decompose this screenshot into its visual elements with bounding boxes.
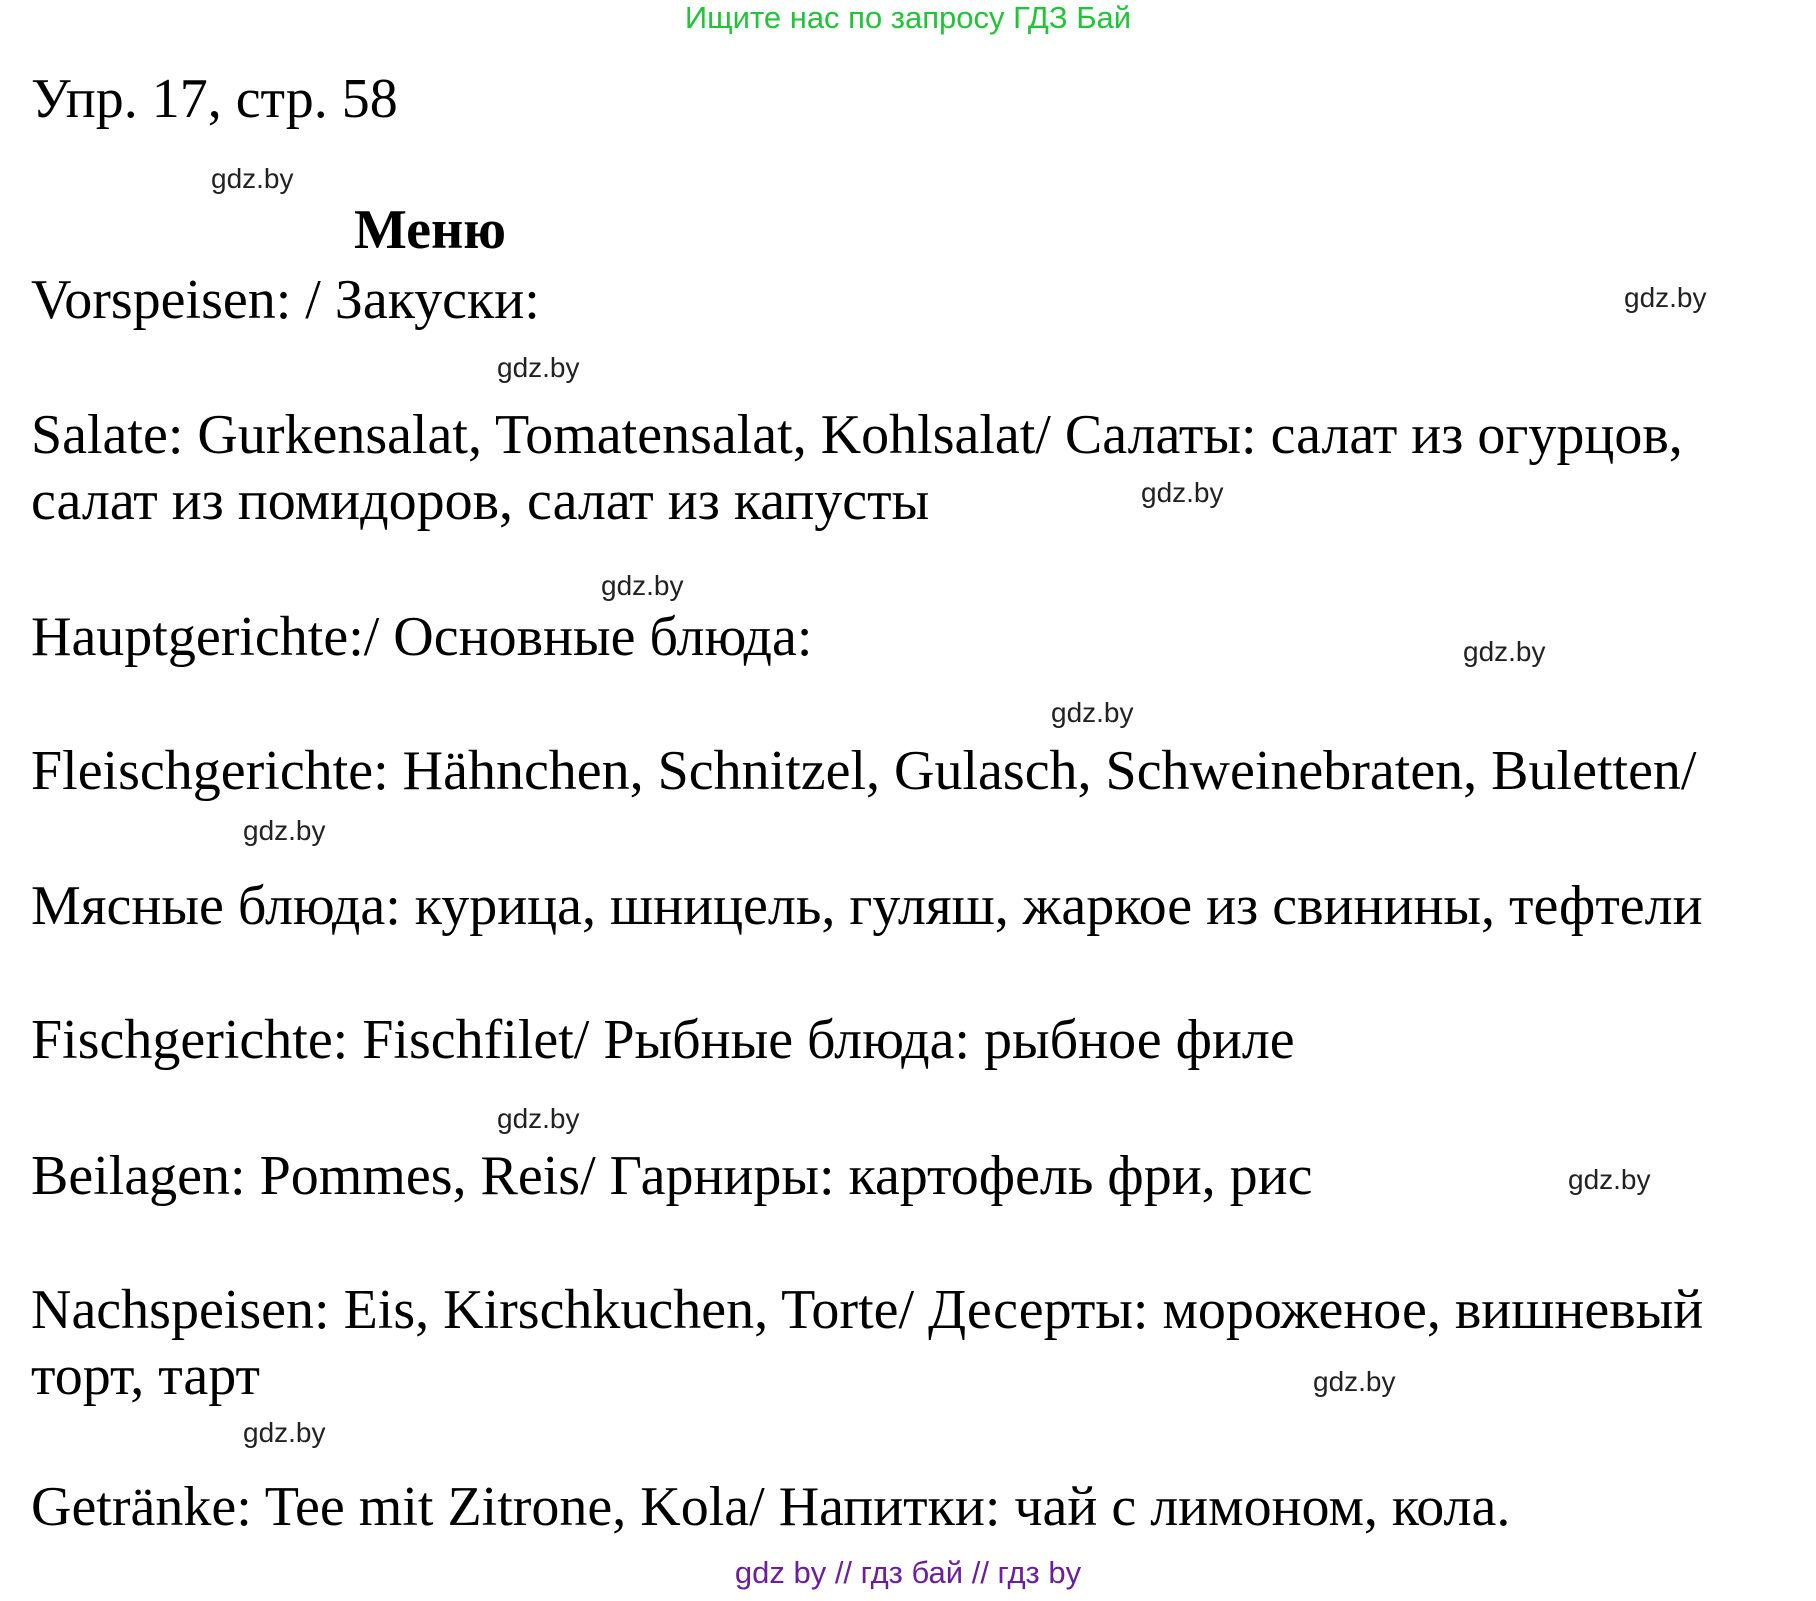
watermark: gdz.by (1051, 697, 1134, 728)
watermark: gdz.by (1313, 1366, 1396, 1397)
line-getraenke: Getränke: Tee mit Zitrone, Kola/ Напитки: чай с лимоном, кола. (31, 1476, 1511, 1538)
watermark: gdz.by (497, 352, 580, 383)
watermark: gdz.by (1141, 477, 1224, 508)
line-salate-1: Salate: Gurkensalat, Tomatensalat, Kohlsalat/ Салаты: салат из огурцов, (31, 404, 1683, 466)
watermark: gdz.by (243, 1417, 326, 1448)
watermark: gdz.by (601, 570, 684, 601)
watermark: gdz.by (1624, 282, 1707, 313)
exercise-heading: Упр. 17, стр. 58 (31, 68, 398, 130)
menu-title: Меню (354, 199, 507, 261)
line-fleischgerichte: Fleischgerichte: Hähnchen, Schnitzel, Gulasch, Schweinebraten, Buletten/ (31, 740, 1697, 802)
line-fischgerichte: Fischgerichte: Fischfilet/ Рыбные блюда: рыбное филе (31, 1009, 1295, 1071)
footer-links: gdz by // гдз бай // гдз by (734, 1555, 1082, 1590)
watermark: gdz.by (243, 815, 326, 846)
line-beilagen: Beilagen: Pommes, Reis/ Гарниры: картофель фри, рис (31, 1145, 1313, 1207)
line-nachspeisen-1: Nachspeisen: Eis, Kirschkuchen, Torte/ Десерты: мороженое, вишневый (31, 1279, 1704, 1341)
watermark: gdz.by (1568, 1164, 1651, 1195)
watermark: gdz.by (211, 163, 294, 194)
line-hauptgerichte: Hauptgerichte:/ Основные блюда: (31, 606, 813, 668)
watermark: gdz.by (1463, 636, 1546, 667)
search-banner: Ищите нас по запросу ГДЗ Бай (684, 0, 1132, 35)
line-vorspeisen: Vorspeisen: / Закуски: (31, 269, 540, 331)
line-nachspeisen-2: торт, тарт (31, 1345, 261, 1407)
line-salate-2: салат из помидоров, салат из капусты (31, 470, 930, 532)
watermark: gdz.by (497, 1103, 580, 1134)
line-mjasnye: Мясные блюда: курица, шницель, гуляш, жаркое из свинины, тефтели (31, 875, 1703, 937)
